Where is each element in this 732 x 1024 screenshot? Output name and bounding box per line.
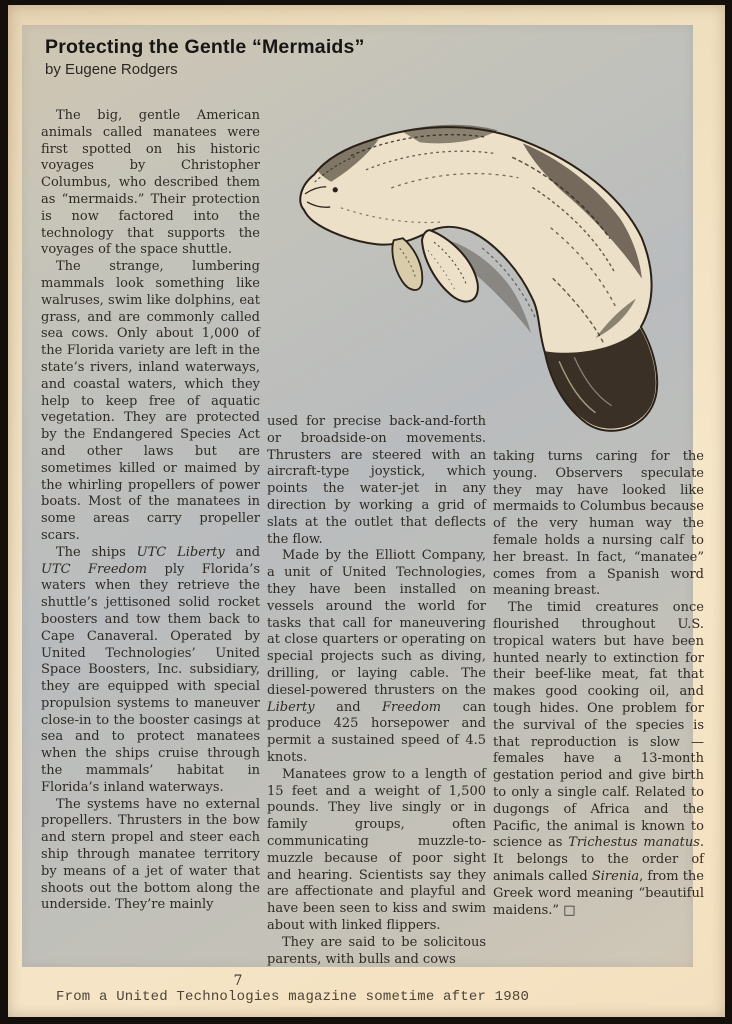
article-paragraph: Manatees grow to a length of 15 feet and a weight of 1,500 pounds. They live singly or in family groups, often communicating muzzle-to-muzzle because of poor sight and hearing. Scientists say they are affectionate and playful and have been seen to kiss and swim about with linked flippers. [267,766,486,933]
page-title: Protecting the Gentle “Mermaids” [45,36,365,58]
article-column-3 [493,449,704,919]
article-paragraph: The timid creatures once flourished throughout U.S. tropical waters but have been hunted nearly to extinction for their beef-like meat, fat that makes good cooking oil, and tough hides. One problem for the survival of the species is that reproduction is slow — females have a 13-month gestation period and give birth to only a single calf. Related to dugongs of Africa and the Pacific, the animal is known to science as Trichestus manatus. It belongs to the order of animals called Sirenia, from the Greek word meaning “beautiful maidens.” □ [493,600,704,918]
magazine-page-paper [8,5,725,1017]
page-number: 7 [233,973,243,989]
article-paragraph: They are said to be solicitous parents, with bulls and cows [267,934,486,967]
article-column-2 [267,414,486,968]
article-paragraph: used for precise back-and-forth or broadside-on movements. Thrusters are steered with an aircraft-type joystick, which points the water-jet in any direction by working a grid of slats at the outlet that deflects the flow. [267,414,486,547]
article-paragraph: The systems have no external propellers. Thrusters in the bow and stern propel and steer each ship through manatee territory by means of a jet of water that shoots out the bottom along the underside. They’re mainly [41,796,260,913]
article-column-1 [41,108,260,914]
article-background-panel [22,25,704,967]
manatee-front-flipper [422,230,478,301]
article-paragraph: Made by the Elliott Company, a unit of United Technologies, they have been installed on vessels around the world for tasks that call for maneuvering at close quarters or operating on special projects such as diving, drilling, or laying cable. The diesel-powered thrusters on the Liberty and Freedom can produce 425 horsepower and permit a sustained speed of 4.5 knots. [267,548,486,765]
article-paragraph: The ships UTC Liberty and UTC Freedom ply Florida’s waters when they retrieve the shuttle’s jettisoned solid rocket boosters and tow them back to Cape Canaveral. Operated by United Technologies’ United Space Boosters, Inc. subsidiary, they are equipped with special propulsion systems to maneuver close-in to the booster casings at sea and to protect manatees when the ships cruise through the mammals’ habitat in Florida’s inland waterways. [41,544,261,795]
scan-source-caption: From a United Technologies magazine sometime after 1980 [56,989,530,1005]
article-paragraph: The strange, lumbering mammals look something like walruses, swim like dolphins, eat grass, and are commonly called sea cows. Only about 1,000 of the Florida variety are left in the state’s rivers, inland waterways, and coastal waters, which they help to keep free of aquatic vegetation. They are protected by the Endangered Species Act and other laws but are sometimes killed or maimed by the whirling propellers of power boats. Most of the manatees in some areas carry propeller scars. [41,259,260,543]
article-paragraph: The big, gentle American animals called manatees were first spotted on his historic voyages by Christopher Columbus, who described them as “mermaids.” Their protection is now factored into the technology that supports the voyages of the space shuttle. [41,108,260,258]
article-masthead [45,36,365,79]
manatee-illustration [280,97,685,445]
manatee-rear-flipper [392,238,422,290]
article-paragraph: taking turns caring for the young. Observers speculate they may have looked like mermaids to Columbus because of the very human way the female holds a nursing calf to her breast. In fact, “manatee” comes from a Spanish word meaning breast. [493,449,704,599]
byline: by Eugene Rodgers [45,61,178,78]
manatee-eye [333,187,338,192]
